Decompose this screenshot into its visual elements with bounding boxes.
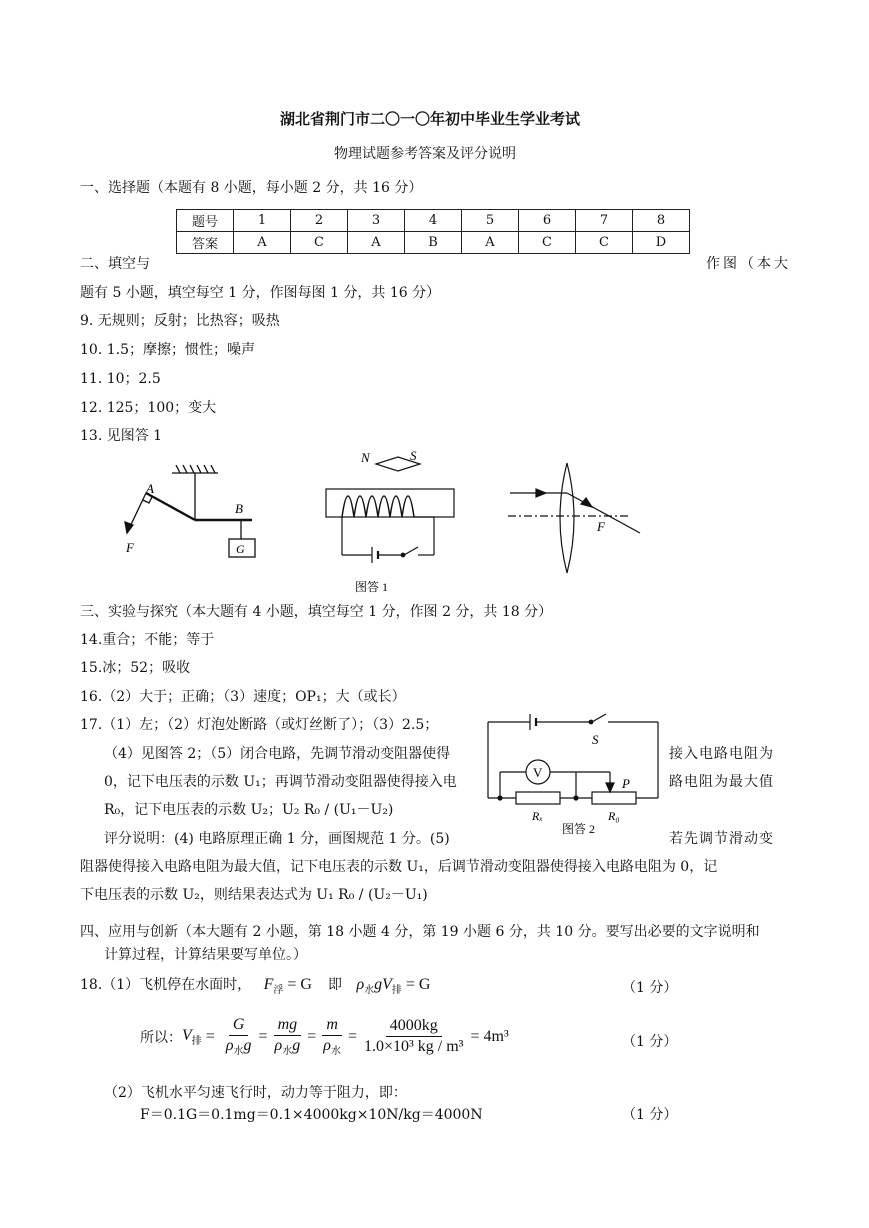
fraction-4: $\frac{4000kg}{\text{1.0×10³ kg / m³}}$ xyxy=(363,1017,464,1056)
answer-q17-line2: （4）见图答 2；（5）闭合电路，先调节滑动变阻器使得 xyxy=(104,746,451,762)
table-cell: A xyxy=(348,232,405,254)
section2-heading-right: 作图（本大 xyxy=(706,256,791,272)
answer-q16: 16.（2）大于；正确；（3）速度；OP₁；大（或长） xyxy=(80,689,406,705)
answer-q12: 12. 125；100；变大 xyxy=(80,400,217,416)
label-r0: R₀ xyxy=(608,809,620,823)
answer-q9: 9. 无规则；反射；比热容；吸热 xyxy=(80,313,280,329)
label-n: N xyxy=(361,450,370,465)
label-p: P xyxy=(622,776,630,791)
answer-q17-line4: R₀，记下电压表的示数 U₂；U₂ R₀ / (U₁－U₂) xyxy=(104,802,394,818)
figure2-caption: 图答 2 xyxy=(562,822,596,836)
table-cell: 8 xyxy=(633,210,690,232)
table-cell: 6 xyxy=(519,210,576,232)
table-row xyxy=(177,232,690,254)
answer-q17-line7: 下电压表的示数 U₂，则结果表达式为 U₁ R₀ / (U₂－U₁) xyxy=(80,887,428,903)
fraction-3: $\frac{m}{\rho_水}$ xyxy=(323,1016,341,1058)
answer-q17-line5-right: 若先调节滑动变 xyxy=(669,831,774,847)
answer-q11: 11. 10；2.5 xyxy=(80,371,161,387)
q18-intro: 18.（1）飞机停在水面时， xyxy=(80,977,252,993)
q18-line3: （2）飞机水平匀速飞行时，动力等于阻力，即： xyxy=(104,1085,407,1101)
table-cell: 7 xyxy=(576,210,633,232)
section2-heading-line2: 题有 5 小题，填空每空 1 分，作图每图 1 分，共 16 分） xyxy=(80,285,441,301)
answer-q17-line2-right: 接入电路电阻为 xyxy=(669,746,774,762)
table-cell: 1 xyxy=(234,210,291,232)
q18-line2: 所以： $V_排$ = $\frac{G}{\rho_水g}$ = $\frac{mg}{\rho_水g}$ = $\frac{m}{\rho_水}$ = $\frac{4000kg}{\text{1.0×10³ kg / m³}}$ = 4m³ xyxy=(140,1016,509,1058)
answer-q13: 13. 见图答 1 xyxy=(80,428,163,444)
score-3: （1 分） xyxy=(622,1107,678,1123)
table-cell: A xyxy=(462,232,519,254)
table-row xyxy=(177,210,690,232)
table-cell: C xyxy=(576,232,633,254)
voltmeter-label: V xyxy=(533,765,543,780)
page-title: 湖北省荆门市二〇一〇年初中毕业生学业考试 xyxy=(280,110,581,128)
section4-heading-line2: 计算过程，计算结果要写单位。） xyxy=(104,947,307,963)
figure1 xyxy=(100,445,660,595)
circuit-diagram xyxy=(488,714,658,804)
score-1: （1 分） xyxy=(622,980,678,996)
table-row-label: 题号 xyxy=(177,210,234,232)
answer-q17-line5: 评分说明：(4) 电路原理正确 1 分，画图规范 1 分。(5) xyxy=(104,831,450,847)
answer-q17-line1: 17.（1）左；（2）灯泡处断路（或灯丝断了）；（3）2.5； xyxy=(80,717,439,733)
answer-q10: 10. 1.5；摩擦；惯性；噪声 xyxy=(80,342,255,358)
fraction-1: $\frac{G}{\rho_水g}$ xyxy=(225,1016,252,1058)
label-focal-f: F xyxy=(597,519,605,534)
figure1-caption: 图答 1 xyxy=(355,580,389,594)
answer-table xyxy=(176,209,690,254)
answer-q17-line3-right: 路电阻为最大值 xyxy=(669,774,774,790)
answer-q17-line3: 0，记下电压表的示数 U₁；再调节滑动变阻器使得接入电 xyxy=(104,774,457,790)
table-cell: 2 xyxy=(291,210,348,232)
score-2: （1 分） xyxy=(622,1034,678,1050)
so-label: 所以： xyxy=(140,1029,182,1046)
section3-heading: 三、实验与探究（本大题有 4 小题，填空每空 1 分，作图 2 分，共 18 分） xyxy=(80,604,553,620)
page-subtitle: 物理试题参考答案及评分说明 xyxy=(334,146,516,162)
buoyancy-equation: $F_浮 = G$ xyxy=(263,976,312,997)
table-row-label: 答案 xyxy=(177,232,234,254)
label-g: G xyxy=(236,542,245,556)
table-cell: 3 xyxy=(348,210,405,232)
q18-line4: F＝0.1G＝0.1mg＝0.1×4000kg×10N/kg＝4000N xyxy=(140,1107,483,1123)
figure2 xyxy=(480,708,670,840)
section2-heading-left: 二、填空与 xyxy=(80,256,150,272)
label-b: B xyxy=(235,501,243,516)
volume-result: = 4m³ xyxy=(470,1027,509,1045)
section4-heading-line1: 四、应用与创新（本大题有 2 小题，第 18 小题 4 分，第 19 小题 6 分，共 10 分。要写出必要的文字说明和 xyxy=(80,924,760,940)
electromagnet-diagram xyxy=(326,457,454,563)
table-cell: A xyxy=(234,232,291,254)
label-a: A xyxy=(146,481,154,496)
table-cell: C xyxy=(519,232,576,254)
label-f: F xyxy=(126,540,134,555)
q18-line1 xyxy=(80,974,430,996)
answer-q17-line6: 阻器使得接入电路电阻为最大值，记下电压表的示数 U₁，后调节滑动变阻器使得接入电路电阻为 0，记 xyxy=(80,859,718,875)
label-rx: Rₓ xyxy=(532,809,543,823)
label-s: S xyxy=(410,448,417,463)
table-cell: C xyxy=(291,232,348,254)
section1-heading: 一、选择题（本题有 8 小题，每小题 2 分，共 16 分） xyxy=(80,180,423,196)
answer-q14: 14.重合；不能；等于 xyxy=(80,632,215,648)
lens-diagram xyxy=(508,463,640,573)
density-equation: $\rho_水gV_排 = G$ xyxy=(356,976,431,997)
table-cell: D xyxy=(633,232,690,254)
answer-q15: 15.冰；52；吸收 xyxy=(80,660,191,676)
table-cell: 4 xyxy=(405,210,462,232)
q18-connector: 即 xyxy=(327,977,342,993)
fraction-2: $\frac{mg}{\rho_水g}$ xyxy=(274,1016,301,1058)
table-cell: 5 xyxy=(462,210,519,232)
table-cell: B xyxy=(405,232,462,254)
label-switch-s: S xyxy=(592,732,599,747)
volume-symbol: $V_排$ xyxy=(182,1026,202,1047)
